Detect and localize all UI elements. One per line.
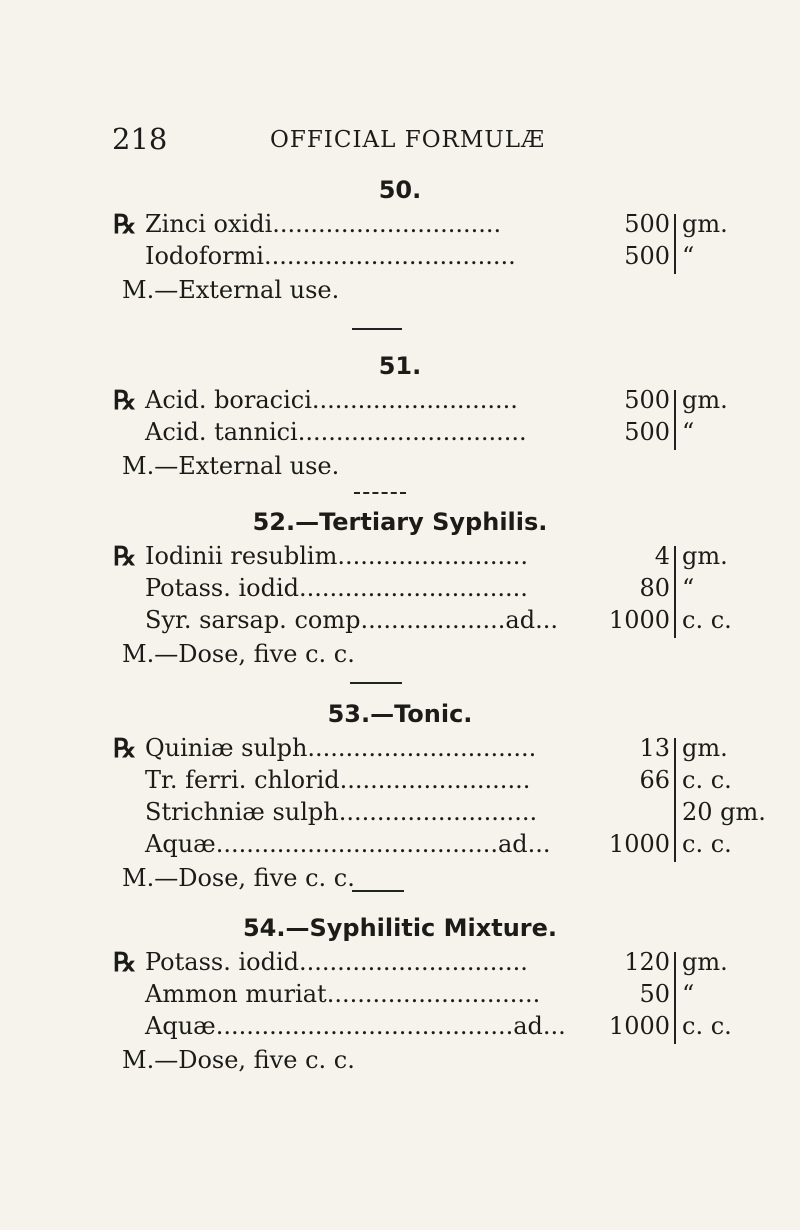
ingredient-qty: 13: [639, 734, 670, 762]
ingredient-unit: gm.: [682, 542, 728, 570]
ingredient-qty: 80: [639, 574, 670, 602]
ingredient-unit: “: [682, 242, 695, 270]
ingredient-qty: 1000: [608, 1012, 670, 1040]
ingredient-name: Acid. tannici..............................: [145, 418, 527, 446]
ingredient-qty: 1000: [608, 606, 670, 634]
ingredient-name: Iodinii resublim.........................: [145, 542, 529, 570]
ingredient-row: [145, 242, 800, 274]
ingredient-row: [145, 210, 800, 242]
ingredient-unit: gm.: [682, 386, 728, 414]
bracket-line: [674, 390, 676, 450]
ingredient-row: [145, 386, 800, 418]
bracket-line: [674, 546, 676, 638]
ingredient-qty: 500: [624, 418, 670, 446]
formula-title: 52.—Tertiary Syphilis.: [252, 508, 548, 536]
ingredient-name: Iodoformi.................................: [145, 242, 516, 270]
ingredient-name: Quiniæ sulph..............................: [145, 734, 537, 762]
ingredient-unit: c. c.: [682, 766, 732, 794]
ingredient-row: [145, 766, 800, 798]
divider: [354, 492, 406, 494]
ingredient-qty: 500: [624, 210, 670, 238]
divider: [350, 682, 402, 684]
ingredient-row: [145, 542, 800, 574]
rx-symbol: ℞: [113, 210, 137, 240]
ingredient-unit: c. c.: [682, 830, 732, 858]
running-title: OFFICIAL FORMULÆ: [270, 127, 546, 153]
ingredient-qty: 120: [624, 948, 670, 976]
bracket-line: [674, 952, 676, 1044]
ingredient-name: Syr. sarsap. comp...................ad...: [145, 606, 558, 634]
rx-symbol: ℞: [113, 386, 137, 416]
ingredient-name: Potass. iodid..............................: [145, 574, 528, 602]
ingredient-row: [145, 798, 800, 830]
formula-title: 53.—Tonic.: [327, 700, 473, 728]
formula-note: M.—Dose, five c. c.: [122, 864, 355, 892]
ingredient-name: Potass. iodid..............................: [145, 948, 528, 976]
ingredient-unit: “: [682, 418, 695, 446]
ingredient-name: Ammon muriat............................: [145, 980, 541, 1008]
ingredient-row: [145, 574, 800, 606]
ingredient-unit: c. c.: [682, 606, 732, 634]
ingredient-qty: 50: [639, 980, 670, 1008]
ingredient-qty: 1000: [608, 830, 670, 858]
rx-symbol: ℞: [113, 734, 137, 764]
ingredient-unit: gm.: [682, 210, 728, 238]
formula-note: M.—External use.: [122, 276, 340, 304]
formula-note: M.—Dose, five c. c.: [122, 1046, 355, 1074]
ingredient-unit: 20 gm.: [682, 798, 766, 826]
ingredient-qty: 500: [624, 242, 670, 270]
ingredient-row: [145, 948, 800, 980]
ingredient-name: Strichniæ sulph..........................: [145, 798, 538, 826]
formula-note: M.—External use.: [122, 452, 340, 480]
divider: [352, 328, 402, 330]
ingredient-unit: “: [682, 980, 695, 1008]
ingredient-name: Acid. boracici...........................: [145, 386, 518, 414]
page-number: 218: [112, 122, 168, 156]
ingredient-unit: c. c.: [682, 1012, 732, 1040]
ingredient-qty: 66: [639, 766, 670, 794]
ingredient-name: Tr. ferri. chlorid.........................: [145, 766, 531, 794]
divider: [352, 890, 404, 892]
ingredient-row: [145, 418, 800, 450]
ingredient-row: [145, 1012, 800, 1044]
ingredient-row: [145, 980, 800, 1012]
formula-note: M.—Dose, five c. c.: [122, 640, 355, 668]
ingredient-row: [145, 606, 800, 638]
ingredient-name: Zinci oxidi..............................: [145, 210, 502, 238]
bracket-line: [674, 738, 676, 862]
formula-title: 50.: [378, 176, 422, 204]
ingredient-qty: 4: [654, 542, 670, 570]
ingredient-unit: gm.: [682, 948, 728, 976]
ingredient-unit: “: [682, 574, 695, 602]
rx-symbol: ℞: [113, 948, 137, 978]
ingredient-row: [145, 734, 800, 766]
formula-title: 54.—Syphilitic Mixture.: [242, 914, 558, 942]
formula-title: 51.: [378, 352, 422, 380]
bracket-line: [674, 214, 676, 274]
page-header: [112, 122, 672, 162]
rx-symbol: ℞: [113, 542, 137, 572]
ingredient-name: Aquæ.....................................ad...: [145, 830, 551, 858]
ingredient-name: Aquæ.......................................ad...: [145, 1012, 566, 1040]
ingredient-row: [145, 830, 800, 862]
ingredient-unit: gm.: [682, 734, 728, 762]
ingredient-qty: 500: [624, 386, 670, 414]
